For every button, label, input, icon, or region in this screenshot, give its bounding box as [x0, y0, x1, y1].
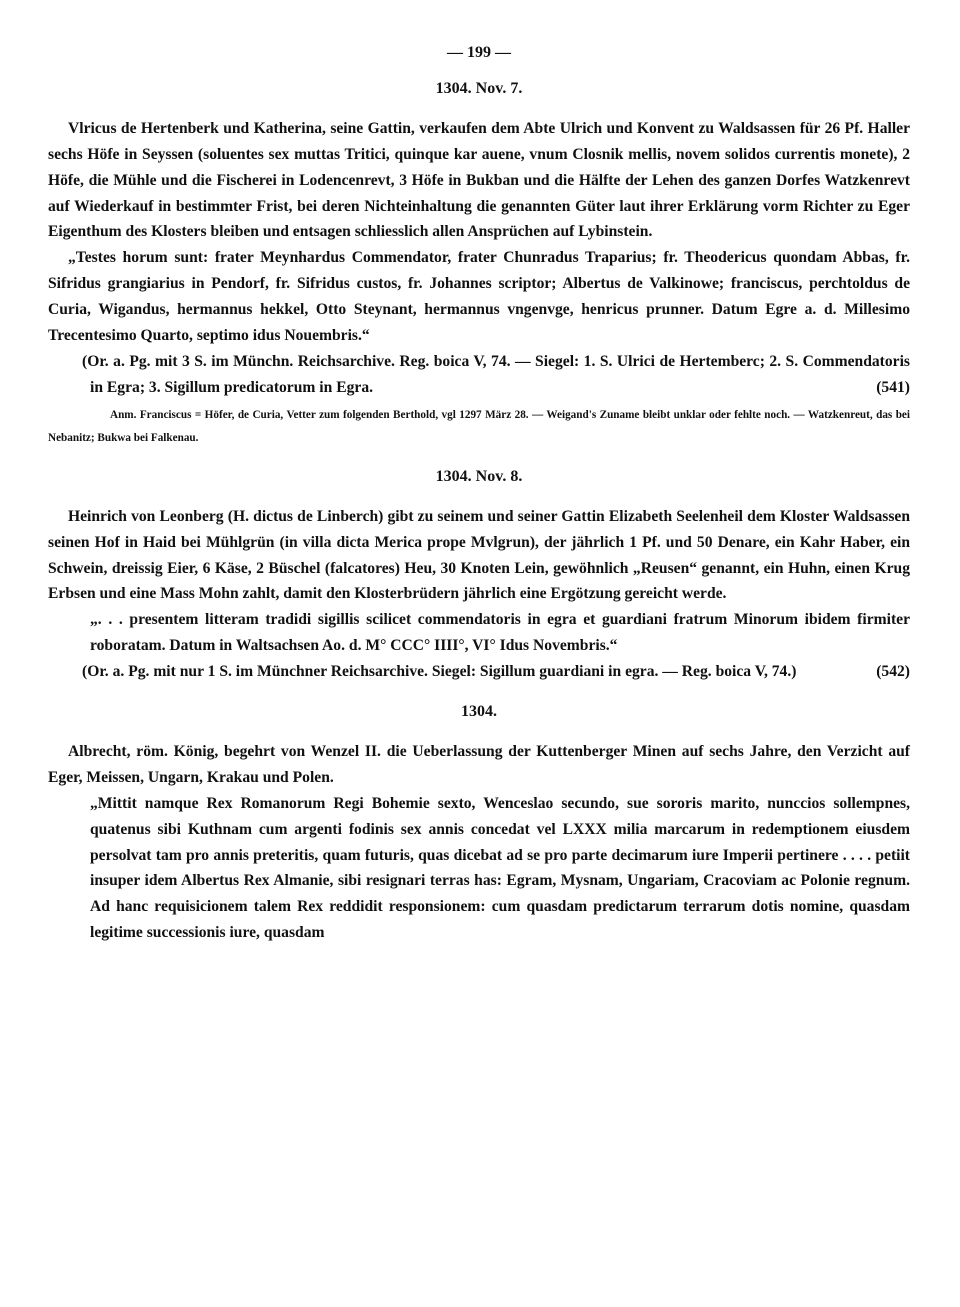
- section-summary: Albrecht, röm. König, begehrt von Wenzel II. die Ueberlassung der Kuttenberger Minen auf sechs Jahre, den Verzicht auf Eger, Meissen, Ungarn, Krakau und Polen.: [48, 742, 910, 786]
- document-page: [48, 40, 910, 946]
- section-heading: 1304. Nov. 8.: [435, 467, 523, 485]
- source-citation: [48, 659, 910, 685]
- footnote: Anm. Franciscus = Höfer, de Curia, Vetter zum folgenden Berthold, vgl 1297 März 28. — Weigand's Zuname bleibt unklar oder fehlte noch. — Watzkenreut, das bei Nebanitz; Bukwa bei Falkenau.: [48, 408, 910, 444]
- section-heading: 1304.: [461, 703, 497, 721]
- section-summary: Vlricus de Hertenberk und Katherina, seine Gattin, verkaufen dem Abte Ulrich und Konvent zu Waldsassen für 26 Pf. Haller sechs Höfe in Seyssen (soluentes sex muttas Tritici, quinque kar auene, vnum Closnik mellis, novem solidos currentis monete), 2 Höfe, die Mühle und die Fischerei in Lodencenrevt, 3 Höfe in Bukban und die Hälfte der Lehen des ganzen Dorfes Watzkenrevt auf Wiederkauf in bestimmter Frist, bei deren Nichteinhaltung die genannten Güter laut ihrer Erklärung vorm Richter zu Eger Eigenthum des Klosters bleiben und entsagen schliesslich allen Ansprüchen auf Lybinstein.: [48, 119, 910, 241]
- section-quote: „. . . presentem litteram tradidi sigillis scilicet commendatoris in egra et guardiani fratrum Minorum ibidem firmiter roboratam. Datum in Waltsachsen Ao. d. M° CCC° IIII°, VI° Idus Novembris.“: [90, 611, 910, 655]
- document-number: (542): [876, 663, 910, 681]
- source-citation: [48, 349, 910, 401]
- source-text: (Or. a. Pg. mit 3 S. im Münchn. Reichsarchive. Reg. boica V, 74. — Siegel: 1. S. Ulrici de Hertemberc; 2. S. Commendatoris in Egra; 3. Sigillum predicatorum in Egra.: [82, 352, 910, 396]
- document-number: (541): [876, 378, 910, 396]
- section-heading: 1304. Nov. 7.: [435, 79, 523, 97]
- section-quote: „Testes horum sunt: frater Meynhardus Commendator, frater Chunradus Traparius; fr. Theodericus quondam Abbas, fr. Sifridus grangiarius in Pendorf, fr. Sifridus custos, fr. Johannes scriptor; Albertus de Valkinowe; franciscus, perchtoldus de Curia, Wigandus, hermannus hekkel, Otto Steynant, hermannus vngenvge, henricus prunner. Datum Egre a. d. Millesimo Trecentesimo Quarto, septimo idus Nouembris.“: [48, 249, 910, 345]
- source-text: (Or. a. Pg. mit nur 1 S. im Münchner Reichsarchive. Siegel: Sigillum guardiani in egra. — Reg. boica V, 74.): [82, 663, 797, 681]
- section-quote: „Mittit namque Rex Romanorum Regi Bohemie sexto, Wenceslao secundo, sue sororis marito, nunccios sollempnes, quatenus sibi Kuthnam cum argenti fodinis sex annis concedat vel LXXX milia marcarum in redemptionem eiusdem persolvat tam pro annis preteritis, quam futuris, quas dicebat ad se pro parte decimarum iure Imperii pertinere . . . . petiit insuper idem Albertus Rex Almanie, sibi resignari terras has: Egram, Mysnam, Ungariam, Cracoviam ac Polonie regnum. Ad hanc requisicionem talem Rex reddidit responsionem: cum quasdam predictarum terrarum dotis nomine, quasdam legitime successionis iure, quasdam: [90, 794, 910, 942]
- page-number: — 199 —: [447, 44, 511, 61]
- section-summary: Heinrich von Leonberg (H. dictus de Linberch) gibt zu seinem und seiner Gattin Elizabeth Seelenheil dem Kloster Waldsassen seinen Hof in Haid bei Mühlgrün (in villa dicta Merica prope Mvlgrun), der jährlich 1 Pf. und 50 Denare, ein Kahr Haber, ein Schwein, dreissig Eier, 6 Käse, 2 Büschel (falcatores) Heu, 30 Knoten Lein, gewöhnlich „Reusen“ genannt, ein Huhn, einen Krug Erbsen und eine Mass Mohn zahlt, damit den Klosterbrüdern jährlich eine Ergötzung gereicht werde.: [48, 507, 910, 603]
